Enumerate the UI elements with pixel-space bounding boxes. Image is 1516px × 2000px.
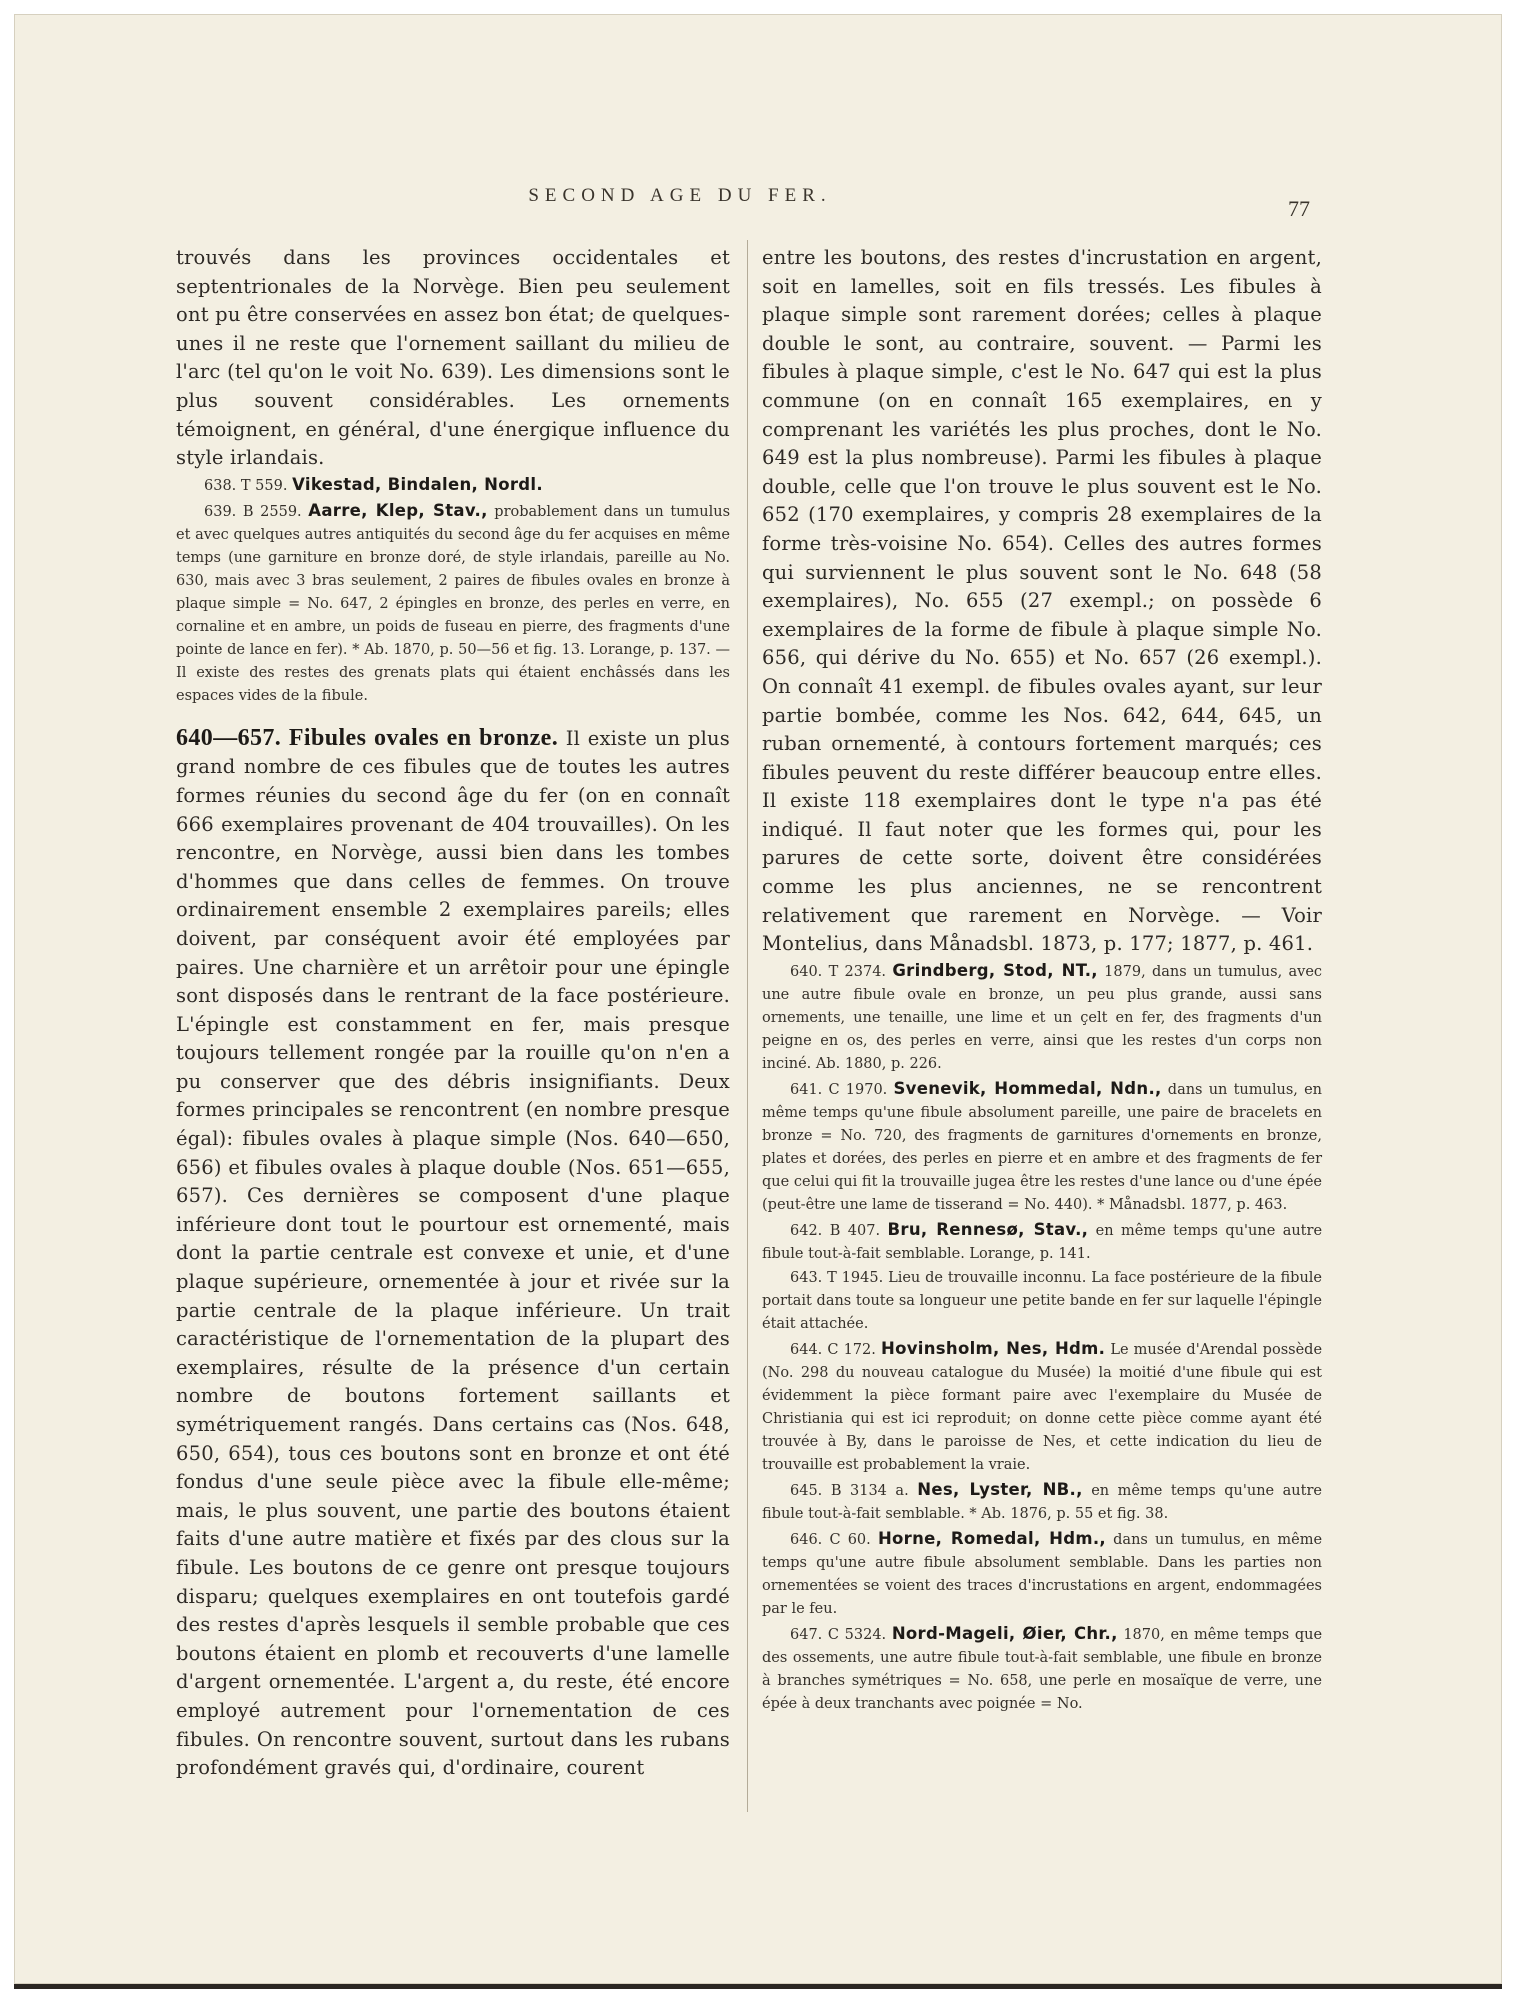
left-column (176, 244, 730, 1783)
entry-ref: 645. B 3134 a. (790, 1482, 909, 1499)
entry-text: en même temps qu'une autre fibule tout-à-fait semblable. * Ab. 1876, p. 55 et fig. 38. (762, 1482, 1322, 1522)
entry-text: Lieu de trouvaille inconnu. La face postérieure de la fibule portait dans toute sa longueur une petite bande en fer sur laquelle l'épingle était attachée. (762, 1269, 1323, 1332)
entry-ref: 640. T 2374. (790, 963, 887, 980)
entry-ref: 642. B 407. (790, 1222, 881, 1239)
section-heading: 640—657. Fibules ovales en bronze. (176, 724, 559, 751)
entry-641 (762, 1077, 1322, 1217)
entry-text: 1870, en même temps que des ossements, une autre fibule tout-à-fait semblable, une fibule en bronze à branches symétriques = No. 658, une perle en mosaïque de verre, une épée à deux tranchants avec poignée = No. (762, 1626, 1323, 1712)
entry-place: Nord-Mageli, Øier, Chr., (891, 1623, 1118, 1643)
entry-place: Svenevik, Hommedal, Ndn., (893, 1078, 1162, 1098)
entry-ref: 638. T 559. (204, 477, 288, 494)
entry-text: Le musée d'Arendal possède (No. 298 du nouveau catalogue du Musée) la moitié d'une fibule qui est évidemment la pièce formant paire avec l'exemplaire du Musée de Christiania qui est ici reproduit; on donne cette pièce comme ayant été trouvée à By, dans le paroisse de Nes, et cette indication du lieu de trouvaille est probablement la vraie. (762, 1341, 1323, 1473)
entry-text: 1879, dans un tumulus, avec une autre fibule ovale en bronze, un peu plus grande, aussi sans ornements, une tenaille, une lime et un çelt en fer, des fragments d'un peigne en os, des perles en verre, ainsi que les restes d'un corps non inciné. Ab. 1880, p. 226. (762, 963, 1323, 1072)
running-header: SECOND AGE DU FER. (528, 185, 832, 206)
entry-643 (762, 1267, 1322, 1336)
continued-paragraph: entre les boutons, des restes d'incrustation en argent, soit en lamelles, soit en fils tressés. Les fibules à plaque simple sont rarement dorées; celles à plaque double le sont, au contraire, souvent. — Parmi les fibules à plaque simple, c'est le No. 647 qui est la plus commune (on en connaît 165 exemplaires, en y comprenant les variétés les plus proches, dont le No. 649 est la plus nombreuse). Parmi les fibules à plaque double, celle que l'on trouve le plus souvent est le No. 652 (170 exemplaires, y compris 28 exemplaires de la forme très-voisine No. 654). Celles des autres formes qui surviennent le plus souvent sont le No. 648 (58 exemplaires), No. 655 (27 exempl.; on possède 6 exemplaires de la forme de fibule à plaque simple No. 656, qui dérive du No. 655) et No. 657 (26 exempl.). On connaît 41 exempl. de fibules ovales ayant, sur leur partie bombée, comme les Nos. 642, 644, 645, un ruban ornementé, à contours fortement marqués; ces fibules peuvent du reste différer beaucoup entre elles. Il existe 118 exemplaires dont le type n'a pas été indiqué. Il faut noter que les formes qui, pour les parures de cette sorte, doivent être considérées comme les plus anciennes, ne se rencontrent relativement que rarement en Norvège. — Voir Montelius, dans Månadsbl. 1873, p. 177; 1877, p. 461. (762, 246, 1322, 956)
entry-text: dans un tumulus, en même temps qu'une fibule absolument pareille, une paire de bracelets en bronze = No. 720, des fragments de garnitures d'ornements en bronze, plates et dorées, des perles en pierre et en ambre et des fragments de fer que celui qui fit la trouvaille jugea être les restes d'une lance ou d'une épée (peut-être une lame de tisserand = No. 440). * Månadsbl. 1877, p. 463. (762, 1081, 1322, 1213)
entry-ref: 643. T 1945. (790, 1269, 884, 1286)
entry-638 (176, 473, 730, 498)
section-640-657 (176, 724, 730, 1783)
right-column (762, 244, 1322, 1716)
entry-646 (762, 1527, 1322, 1621)
entry-647 (762, 1622, 1322, 1716)
page-number: 77 (1288, 196, 1310, 221)
entry-place: Hovinsholm, Nes, Hdm. (880, 1338, 1106, 1358)
entry-text: en même temps qu'une autre fibule tout-à-fait semblable. Lorange, p. 141. (762, 1222, 1323, 1262)
entry-640 (762, 959, 1322, 1076)
entry-ref: 644. C 172. (790, 1341, 876, 1358)
entry-645 (762, 1478, 1322, 1526)
section-text: Il existe un plus grand nombre de ces fibules que de toutes les autres formes réunies du second âge du fer (on en connaît 666 exemplaires provenant de 404 trouvailles). On les rencontre, en Norvège, aussi bien dans les tombes d'hommes que dans celles de femmes. On trouve ordinairement ensemble 2 exemplaires pareils; elles doivent, par conséquent avoir été employées par paires. Une charnière et un arrêtoir pour une épingle sont disposés dans le rentrant de la face postérieure. L'épingle est constamment en fer, mais presque toujours tellement rongée par la rouille qu'on n'en a pu conserver que des débris insignifiants. Deux formes principales se rencontrent (en nombre presque égal): fibules ovales à plaque simple (Nos. 640—650, 656) et fibules ovales à plaque double (Nos. 651—655, 657). Ces dernières se composent d'une plaque inférieure dont tout le pourtour est ornementé, mais dont la partie centrale est convexe et unie, et d'une plaque supérieure, ornementée à jour et rivée sur la partie centrale de la plaque inférieure. Un trait caractéristique de l'ornementation de la plupart des exemplaires, résulte de la présence d'un certain nombre de boutons fortement saillants et symétriquement rangés. Dans certains cas (Nos. 648, 650, 654), tous ces boutons sont en bronze et ont été fondus d'une seule pièce avec la fibule elle-même; mais, le plus souvent, une partie des boutons étaient faits d'une autre matière et fixés par des clous sur la fibule. Les boutons de ce genre ont presque toujours disparu; quelques exemplaires en ont toutefois gardé des restes d'après lesquels il semble probable que ces boutons étaient en plomb et recouverts d'une lamelle d'argent ornementée. L'argent a, du reste, été encore employé autrement pour l'ornementation de ces fibules. On rencontre souvent, surtout dans les rubans profondément gravés qui, d'ordinaire, courent (176, 726, 730, 1780)
entry-644 (762, 1337, 1322, 1477)
entry-place: Nes, Lyster, NB., (917, 1479, 1083, 1499)
entry-place: Horne, Romedal, Hdm., (877, 1528, 1106, 1548)
entry-ref: 639. B 2559. (204, 503, 302, 520)
entry-place: Bru, Rennesø, Stav., (887, 1219, 1089, 1239)
entry-place: Vikestad, Bindalen, Nordl. (292, 474, 543, 494)
entry-text: probablement dans un tumulus et avec quelques autres antiquités du second âge du fer acquises en même temps (une garniture en bronze doré, de style irlandais, pareille au No. 630, mais avec 3 bras seulement, 2 paires de fibules ovales en bronze à plaque simple = No. 647, 2 épingles en bronze, des perles en verre, en cornaline et en ambre, un poids de fuseau en pierre, des fragments d'une pointe de lance en fer). * Ab. 1870, p. 50—56 et fig. 13. Lorange, p. 137. — Il existe des restes des grenats plats qui étaient enchâssés dans les espaces vides de la fibule. (176, 503, 731, 704)
entry-639 (176, 499, 730, 708)
intro-paragraph: trouvés dans les provinces occidentales et septentrionales de la Norvège. Bien peu seulement ont pu être conservées en assez bon état; de quelques-unes il ne reste que l'ornement saillant du milieu de l'arc (tel qu'on le voit No. 639). Les dimensions sont le plus souvent considérables. Les ornements témoignent, en général, d'une énergique influence du style irlandais. (176, 246, 730, 470)
page-bottom-edge (14, 1984, 1502, 1989)
entry-ref: 647. C 5324. (790, 1626, 887, 1643)
column-divider (747, 240, 748, 1812)
entry-place: Grindberg, Stod, NT., (892, 960, 1098, 980)
entry-text: dans un tumulus, en même temps qu'une autre fibule absolument semblable. Dans les parties non ornementées se voient des traces d'incrustations en argent, endommagées par le feu. (762, 1531, 1323, 1617)
entry-place: Aarre, Klep, Stav., (308, 500, 488, 520)
entry-642 (762, 1218, 1322, 1266)
entry-ref: 641. C 1970. (790, 1081, 888, 1098)
entry-ref: 646. C 60. (790, 1531, 871, 1548)
